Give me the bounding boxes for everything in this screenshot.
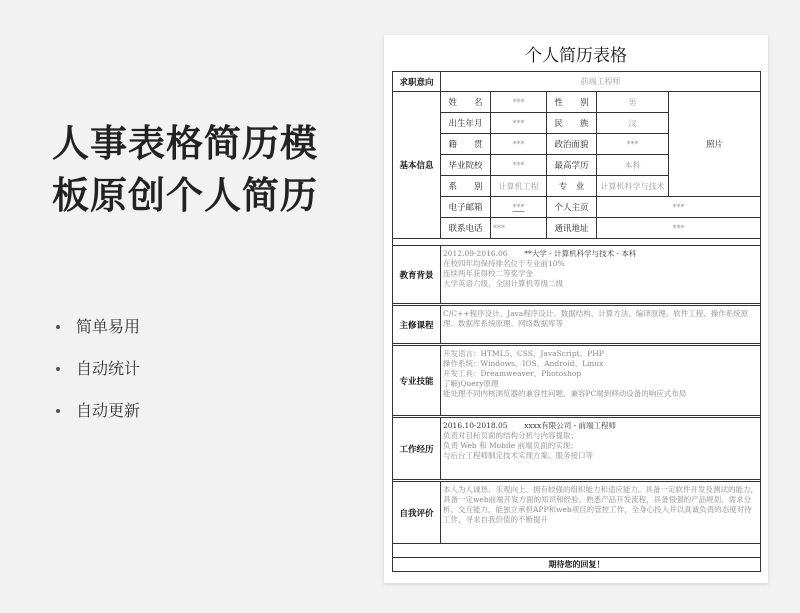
phone-label: 联系电话 — [441, 218, 491, 239]
skill-line: 了解jQuery原理 — [443, 379, 499, 388]
bullet-icon — [56, 409, 60, 413]
work-date: 2016.10-2018.05 — [443, 421, 508, 430]
skill-line: 开发语言：HTML5、CSS、JavaScript、PHP — [443, 349, 604, 358]
native-value: *** — [491, 134, 547, 155]
self-eval-content: 本人为人诚恳、乐观向上、拥有较强的组织能力和适应能力。具备一定软件开发及测试的能力，具备一定web前端开发方面的知识和经验。熟悉产品开发流程，具备很强的产品规划、需求分析、交互能力，能独立承担APP和web项目的管控工作，全身心投入并以真诚负责的态度对待工作，寻求自我价值的不断提升 — [441, 482, 761, 544]
school-value: *** — [491, 155, 547, 176]
work-label: 工作经历 — [393, 418, 441, 480]
gender-value: 男 — [597, 92, 669, 113]
ethnicity-value: 汉 — [597, 113, 669, 134]
dept-value: 计算机工程 — [491, 176, 547, 197]
education-line: 大学英语六级、全国计算机等级二级 — [443, 279, 563, 288]
job-intention-label: 求职意向 — [393, 72, 441, 92]
address-label: 通讯地址 — [547, 218, 597, 239]
resume-footer: 期待您的回复！ — [393, 558, 761, 572]
education-head — [443, 249, 758, 259]
education-school: **大学 - 计算机科学与技术 - 本科 — [524, 249, 637, 258]
ethnicity-label: 民 族 — [547, 113, 597, 134]
birth-label: 出生年月 — [441, 113, 491, 134]
job-intention-value: 前端工程师 — [441, 72, 761, 92]
work-line: 负责对目标页面的结构分析与内容提取； — [443, 431, 578, 440]
homepage-label: 个人主页 — [547, 197, 597, 218]
bullet-icon — [56, 325, 60, 329]
courses-content: C/C++程序设计、Java程序设计、数据结构、计算方法、编译原理、软件工程、操作系统原理、数据库系统原理、网络数据库等 — [441, 306, 761, 344]
work-line: 与后台工程师制定技术实现方案、服务接口等 — [443, 451, 593, 460]
politics-label: 政治面貌 — [547, 134, 597, 155]
education-line: 在校四年均保持排名位于专业前10% — [443, 259, 565, 268]
education-line: 连续两年获得校二等奖学金 — [443, 269, 533, 278]
phone-value: *** — [491, 218, 547, 239]
skill-line: 能处理不同内核浏览器的兼容性问题，兼容PC端到移动设备的响应式布局 — [443, 389, 687, 398]
major-value: 计算机科学与技术 — [597, 176, 669, 197]
school-label: 毕业院校 — [441, 155, 491, 176]
self-eval-label: 自我评价 — [393, 482, 441, 544]
education-label: 教育背景 — [393, 246, 441, 304]
education-date: 2012.09-2016.06 — [443, 249, 508, 258]
gender-label: 性 别 — [547, 92, 597, 113]
politics-value: *** — [597, 134, 669, 155]
skill-line: 开发工具：Dreamweaver、Photoshop — [443, 369, 582, 378]
feature-label: 简单易用 — [76, 317, 141, 336]
work-line: 负责 Web 和 Mobile 前端页面的实现； — [443, 441, 578, 450]
native-label: 籍 贯 — [441, 134, 491, 155]
homepage-value: *** — [597, 197, 761, 218]
skill-line: 操作系统：Windows、IOS、Android、Linux — [443, 359, 604, 368]
feature-label: 自动更新 — [76, 401, 141, 420]
feature-item — [56, 354, 140, 396]
email-value: *** — [491, 197, 547, 218]
skills-content — [441, 346, 761, 416]
name-label: 姓 名 — [441, 92, 491, 113]
degree-value: 本科 — [597, 155, 669, 176]
degree-label: 最高学历 — [547, 155, 597, 176]
name-value: *** — [491, 92, 547, 113]
dept-label: 系 别 — [441, 176, 491, 197]
education-content — [441, 246, 761, 304]
work-company: xxxx有限公司 - 前端工程师 — [524, 421, 617, 430]
resume-table — [392, 71, 761, 572]
work-content — [441, 418, 761, 480]
major-label: 专 业 — [547, 176, 597, 197]
feature-item — [56, 312, 140, 354]
resume-title: 个人简历表格 — [525, 46, 627, 66]
promo-title-line1: 人事表格简历模 — [52, 122, 318, 165]
feature-label: 自动统计 — [76, 359, 141, 378]
bullet-icon — [56, 367, 60, 371]
promo-title — [52, 118, 382, 222]
photo-cell: 照片 — [669, 92, 761, 197]
work-head — [443, 421, 758, 431]
birth-value: *** — [491, 113, 547, 134]
courses-label: 主修课程 — [393, 306, 441, 344]
feature-list — [56, 312, 140, 438]
skills-label: 专业技能 — [393, 346, 441, 416]
resume-page — [384, 35, 768, 583]
basic-info-label: 基本信息 — [393, 92, 441, 239]
feature-item — [56, 396, 140, 438]
promo-title-line2: 板原创个人简历 — [52, 174, 318, 217]
job-intention-row — [393, 72, 761, 92]
email-label: 电子邮箱 — [441, 197, 491, 218]
address-value: *** — [597, 218, 761, 239]
